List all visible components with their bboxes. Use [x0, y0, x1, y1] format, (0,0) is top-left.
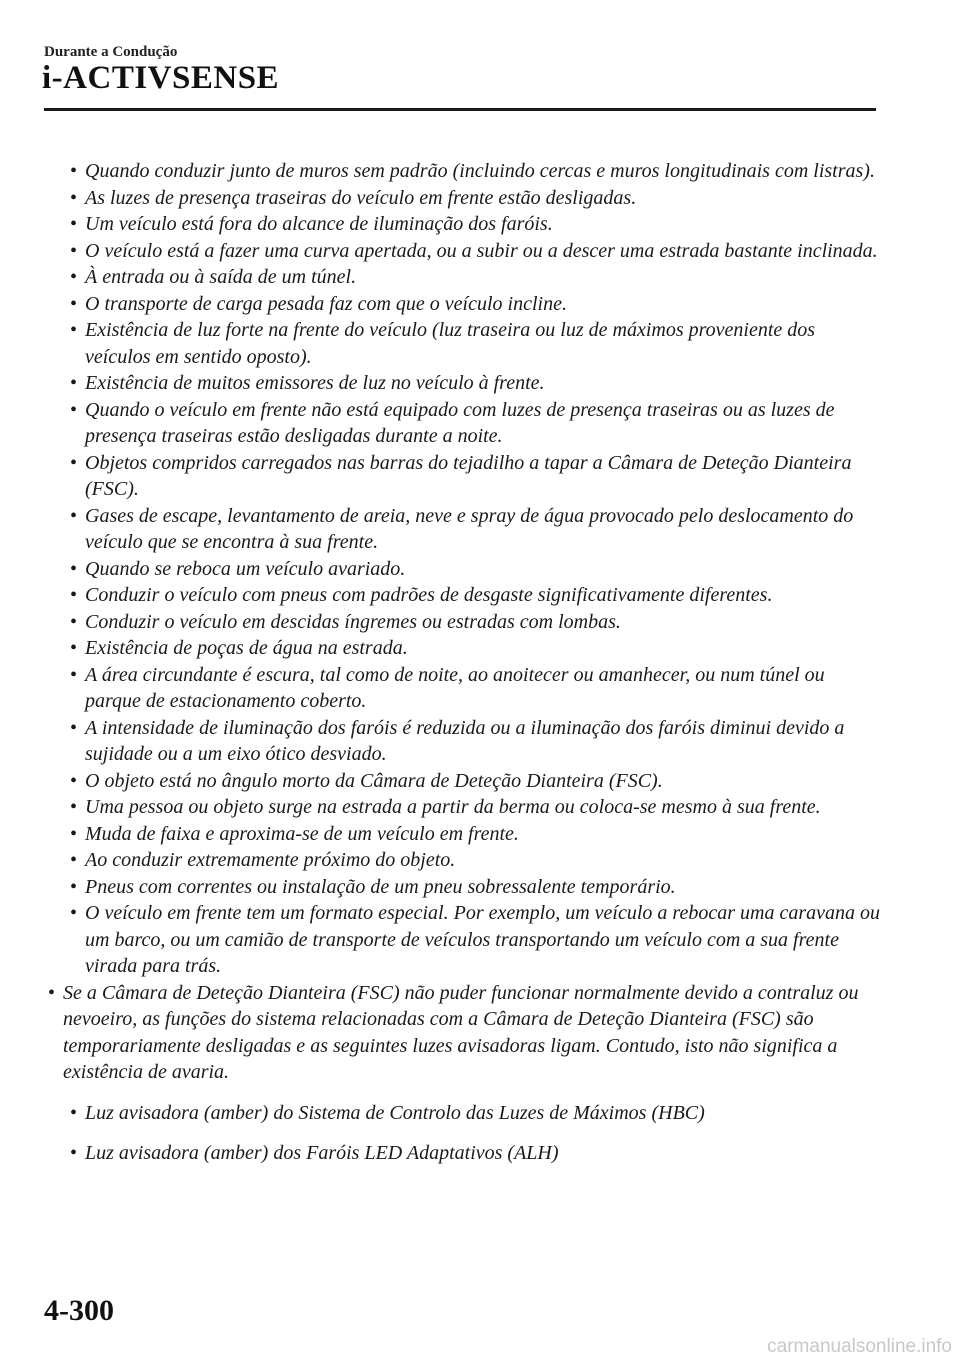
bullet-icon: • — [70, 849, 78, 871]
bullet-icon: • — [70, 875, 78, 898]
section-label: Durante a Condução — [44, 44, 178, 60]
bullet-icon: • — [70, 610, 78, 633]
bullet-icon: • — [70, 822, 78, 845]
bullet-icon: • — [70, 372, 78, 394]
list-item: • Quando se reboca um veículo avariado. — [0, 556, 880, 583]
title-divider — [44, 108, 876, 111]
main-list-item: • Se a Câmara de Deteção Dianteira (FSC) não puder funcionar normalmente devido a contraluz ou nevoeiro, as funções do sistema relacionadas com a Câmara de Deteção Dianteira (FSC) são temporariamente desligadas e as seguintes luzes avisadoras ligam. Contudo, isto não significa a existência de avaria. — [48, 981, 859, 1083]
bullet-icon: • — [70, 398, 78, 421]
list-item: • Pneus com correntes ou instalação de um pneu sobressalente temporário. — [0, 874, 880, 901]
list-item: • Uma pessoa ou objeto surge na estrada a partir da berma ou coloca-se mesmo à sua frente. — [0, 794, 880, 821]
bullet-icon: • — [70, 504, 78, 527]
list-item: • Quando conduzir junto de muros sem padrão (incluindo cercas e muros longitudinais com listras). — [0, 158, 880, 185]
list-item: • Existência de muitos emissores de luz no veículo à frente. — [0, 370, 880, 397]
list-item: • O transporte de carga pesada faz com que o veículo incline. — [0, 291, 880, 318]
bullet-icon: • — [70, 769, 78, 792]
list-item: • Luz avisadora (amber) do Sistema de Controlo das Luzes de Máximos (HBC) — [0, 1100, 880, 1127]
bullet-icon: • — [70, 160, 78, 182]
bullet-icon: • — [48, 981, 56, 1004]
list-item: • A área circundante é escura, tal como de noite, ao anoitecer ou amanhecer, ou num túnel ou parque de estacionamento coberto. — [70, 663, 825, 712]
list-item: • Conduzir o veículo com pneus com padrões de desgaste significativamente diferentes. — [0, 582, 880, 609]
bullet-icon: • — [70, 319, 78, 341]
watermark: carmanualsonline.info — [767, 1336, 952, 1357]
list-item: • Luz avisadora (amber) dos Faróis LED Adaptativos (ALH) — [0, 1140, 880, 1167]
bullet-icon: • — [70, 186, 78, 209]
bullet-icon: • — [70, 796, 78, 818]
list-item: • O veículo está a fazer uma curva apertada, ou a subir ou a descer uma estrada bastante inclinada. — [0, 238, 880, 265]
list-item: • Quando o veículo em frente não está equipado com luzes de presença traseiras ou as luzes de presença traseiras estão desligadas durante a noite. — [70, 398, 835, 447]
bullet-icon: • — [70, 902, 78, 924]
list-item: • Gases de escape, levantamento de areia, neve e spray de água provocado pelo deslocamento do veículo que se encontra à sua frente. — [70, 504, 854, 553]
list-item: • Ao conduzir extremamente próximo do objeto. — [0, 847, 880, 874]
bullet-icon: • — [70, 213, 78, 235]
list-item: • A intensidade de iluminação dos faróis é reduzida ou a iluminação dos faróis diminui devido a sujidade ou a um eixo ótico desviado. — [70, 716, 845, 765]
bullet-icon: • — [70, 1101, 78, 1124]
page-number: 4-300 — [44, 1294, 114, 1327]
bullet-icon: • — [70, 451, 78, 474]
bullet-icon: • — [70, 584, 78, 606]
bullet-icon: • — [70, 239, 78, 262]
bullet-icon: • — [70, 557, 78, 580]
bullet-icon: • — [70, 266, 78, 288]
list-item: • À entrada ou à saída de um túnel. — [0, 264, 880, 291]
page-title: i-ACTIVSENSE — [42, 60, 280, 96]
list-item: • O veículo em frente tem um formato especial. Por exemplo, um veículo a rebocar uma caravana ou um barco, ou um camião de transporte de veículos transportando um veículo com a sua frente virada para trás. — [70, 902, 880, 977]
bullet-icon: • — [70, 663, 78, 686]
bullet-icon: • — [70, 716, 78, 739]
list-item: • Um veículo está fora do alcance de iluminação dos faróis. — [0, 211, 880, 238]
list-item: • Muda de faixa e aproxima-se de um veículo em frente. — [0, 821, 880, 848]
list-item: • Existência de luz forte na frente do veículo (luz traseira ou luz de máximos proveniente dos veículos em sentido oposto). — [70, 319, 816, 368]
list-item: • Objetos compridos carregados nas barras do tejadilho a tapar a Câmara de Deteção Dianteira (FSC). — [70, 451, 852, 500]
warning-lights-list — [0, 1100, 960, 1167]
bullet-icon: • — [70, 292, 78, 315]
page-content — [0, 158, 960, 1167]
list-item: • Existência de poças de água na estrada. — [0, 635, 880, 662]
conditions-list — [0, 158, 960, 980]
list-item: • Conduzir o veículo em descidas íngremes ou estradas com lombas. — [0, 609, 880, 636]
list-item: • As luzes de presença traseiras do veículo em frente estão desligadas. — [0, 185, 880, 212]
list-item: • O objeto está no ângulo morto da Câmara de Deteção Dianteira (FSC). — [0, 768, 880, 795]
bullet-icon: • — [70, 1142, 78, 1164]
bullet-icon: • — [70, 637, 78, 659]
